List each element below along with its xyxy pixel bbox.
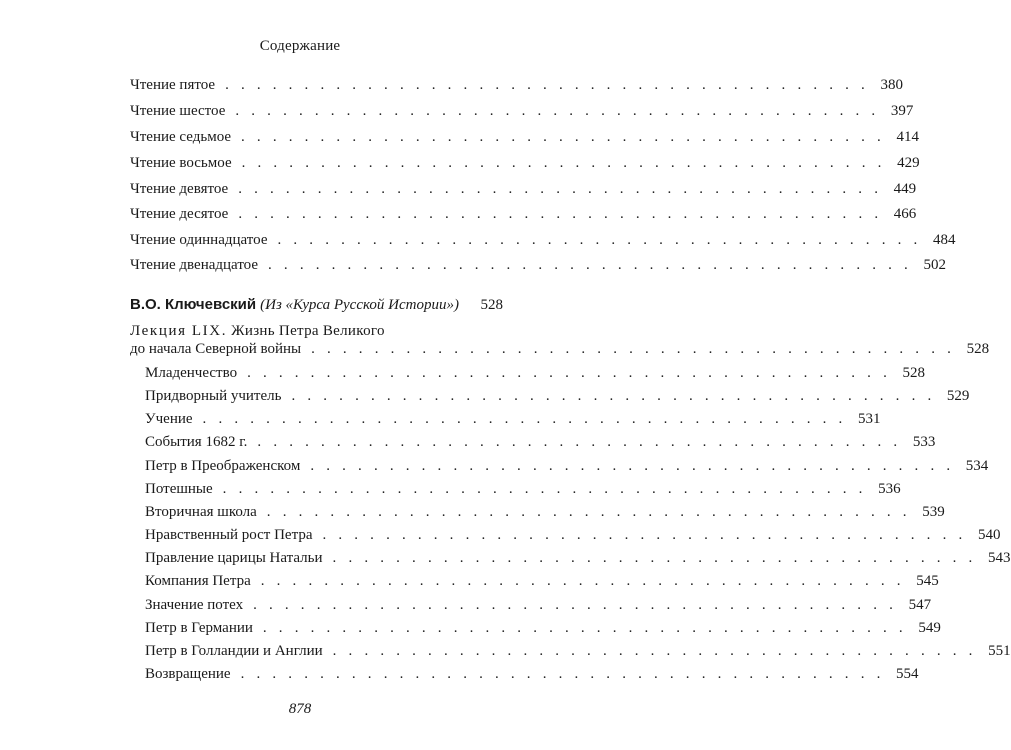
toc-entry — [130, 256, 946, 274]
entry-title: Компания Петра — [145, 573, 251, 589]
leader-dots: . . . . . . . . . . . . . . . . . . . . . . . . . . . . . . . . . . . . . . . . . — [277, 232, 922, 248]
lecture-label: Лекция LIX. — [130, 323, 228, 339]
entry-title: Петр в Германии — [145, 620, 253, 636]
toc-entry — [130, 102, 914, 120]
toc-entry — [130, 154, 920, 172]
toc-entry — [145, 642, 1011, 660]
toc-entry — [130, 180, 917, 198]
toc-entry — [145, 433, 936, 451]
entry-page: 543 — [988, 550, 1011, 566]
running-header: Содержание — [259, 38, 341, 54]
entry-page: 528 — [902, 365, 926, 381]
entry-page: 414 — [896, 129, 919, 145]
leader-dots: . . . . . . . . . . . . . . . . . . . . . . . . . . . . . . . . . . . . . . . . . — [311, 341, 956, 357]
leader-dots: . . . . . . . . . . . . . . . . . . . . . . . . . . . . . . . . . . . . . . . . . — [260, 573, 905, 589]
entry-title: События 1682 г. — [145, 434, 248, 450]
entry-page: 534 — [965, 458, 989, 474]
entry-page: 502 — [923, 257, 946, 273]
entry-title: Чтение пятое — [130, 77, 216, 93]
toc-entry — [145, 410, 881, 428]
toc-entry — [130, 128, 919, 146]
entry-title: Возвращение — [145, 666, 231, 682]
entry-page: 540 — [977, 527, 1001, 543]
leader-dots: . . . . . . . . . . . . . . . . . . . . . . . . . . . . . . . . . . . . . . . . . — [247, 365, 892, 381]
leader-dots: . . . . . . . . . . . . . . . . . . . . . . . . . . . . . . . . . . . . . . . . . — [222, 481, 867, 497]
entry-title: Чтение десятое — [130, 206, 229, 222]
page-number: 878 — [288, 701, 312, 717]
entry-page: 533 — [912, 434, 936, 450]
lecture-heading — [130, 322, 500, 340]
entry-page: 547 — [908, 597, 932, 613]
entry-page: 429 — [897, 155, 920, 171]
entry-page: 397 — [890, 103, 914, 119]
entry-page: 528 — [966, 341, 990, 357]
entry-page: 549 — [918, 620, 941, 636]
entry-title: Чтение восьмое — [130, 155, 232, 171]
leader-dots: . . . . . . . . . . . . . . . . . . . . . . . . . . . . . . . . . . . . . . . . . — [291, 388, 936, 404]
entry-title: Учение — [145, 411, 193, 427]
entry-page: 484 — [932, 232, 956, 248]
toc-entry — [130, 76, 904, 94]
entry-title: Вторичная школа — [145, 504, 257, 520]
entry-title: Чтение шестое — [130, 103, 226, 119]
entry-title: Младенчество — [145, 365, 238, 381]
entry-page: 551 — [988, 643, 1011, 659]
leader-dots: . . . . . . . . . . . . . . . . . . . . . . . . . . . . . . . . . . . . . . . . . — [332, 643, 977, 659]
leader-dots: . . . . . . . . . . . . . . . . . . . . . . . . . . . . . . . . . . . . . . . . . — [238, 206, 883, 222]
leader-dots: . . . . . . . . . . . . . . . . . . . . . . . . . . . . . . . . . . . . . . . . . — [266, 504, 911, 520]
leader-dots: . . . . . . . . . . . . . . . . . . . . . . . . . . . . . . . . . . . . . . . . . — [241, 155, 886, 171]
entry-title: Петр в Преображенском — [145, 458, 301, 474]
leader-dots: . . . . . . . . . . . . . . . . . . . . . . . . . . . . . . . . . . . . . . . . . — [268, 257, 912, 273]
entry-title: Чтение девятое — [130, 181, 229, 197]
leader-dots: . . . . . . . . . . . . . . . . . . . . . . . . . . . . . . . . . . . . . . . . . — [202, 411, 847, 427]
entry-page: 531 — [858, 411, 881, 427]
source-title: (Из «Курса Русской Истории») — [260, 297, 459, 313]
leader-dots: . . . . . . . . . . . . . . . . . . . . . . . . . . . . . . . . . . . . . . . . . — [235, 103, 880, 119]
leader-dots: . . . . . . . . . . . . . . . . . . . . . . . . . . . . . . . . . . . . . . . . . — [225, 77, 870, 93]
entry-title: Значение потех — [145, 597, 244, 613]
toc-entry — [145, 387, 970, 405]
entry-page: 449 — [893, 181, 917, 197]
entry-title: Нравственный рост Петра — [145, 527, 313, 543]
lecture-title: Жизнь Петра Великого — [231, 323, 385, 339]
entry-page: 554 — [896, 666, 919, 682]
toc-entry — [145, 619, 941, 637]
toc-entry — [145, 480, 901, 498]
entry-title: Чтение седьмое — [130, 129, 232, 145]
entry-title: Чтение одиннадцатое — [130, 232, 268, 248]
toc-entry — [130, 205, 917, 223]
toc-author-entry — [130, 296, 503, 314]
entry-title: Потешные — [145, 481, 213, 497]
toc-entry — [145, 549, 1011, 567]
toc-entry — [130, 340, 990, 358]
toc-entry — [145, 596, 932, 614]
entry-page: 539 — [922, 504, 945, 520]
toc-entry — [145, 526, 1001, 544]
toc-entry — [145, 364, 926, 382]
toc-entry — [130, 231, 956, 249]
entry-title: Правление царицы Натальи — [145, 550, 323, 566]
lecture-title-continued: до начала Северной войны — [130, 341, 302, 357]
leader-dots: . . . . . . . . . . . . . . . . . . . . . . . . . . . . . . . . . . . . . . . . . — [238, 181, 883, 197]
leader-dots: . . . . . . . . . . . . . . . . . . . . . . . . . . . . . . . . . . . . . . . . . — [257, 434, 902, 450]
leader-dots: . . . . . . . . . . . . . . . . . . . . . . . . . . . . . . . . . . . . . . . . . — [332, 550, 977, 566]
toc-entry — [145, 665, 919, 683]
leader-dots: . . . . . . . . . . . . . . . . . . . . . . . . . . . . . . . . . . . . . . . . . — [240, 666, 885, 682]
entry-page: 380 — [880, 77, 904, 93]
entry-page: 466 — [893, 206, 917, 222]
entry-page: 536 — [878, 481, 901, 497]
entry-page: 528 — [480, 297, 503, 313]
toc-entry — [145, 457, 989, 475]
leader-dots: . . . . . . . . . . . . . . . . . . . . . . . . . . . . . . . . . . . . . . . . . — [322, 527, 967, 543]
entry-title: Петр в Голландии и Англии — [145, 643, 323, 659]
entry-title: Придворный учитель — [145, 388, 282, 404]
entry-title: Чтение двенадцатое — [130, 257, 259, 273]
toc-entry — [145, 572, 939, 590]
leader-dots: . . . . . . . . . . . . . . . . . . . . . . . . . . . . . . . . . . . . . . . . . — [241, 129, 885, 145]
entry-page: 529 — [946, 388, 970, 404]
leader-dots: . . . . . . . . . . . . . . . . . . . . . . . . . . . . . . . . . . . . . . . . . — [262, 620, 907, 636]
entry-page: 545 — [916, 573, 939, 589]
leader-dots: . . . . . . . . . . . . . . . . . . . . . . . . . . . . . . . . . . . . . . . . . — [310, 458, 955, 474]
toc-entry — [145, 503, 945, 521]
leader-dots: . . . . . . . . . . . . . . . . . . . . . . . . . . . . . . . . . . . . . . . . . — [253, 597, 898, 613]
author-name: В.О. Ключевский — [130, 296, 257, 313]
